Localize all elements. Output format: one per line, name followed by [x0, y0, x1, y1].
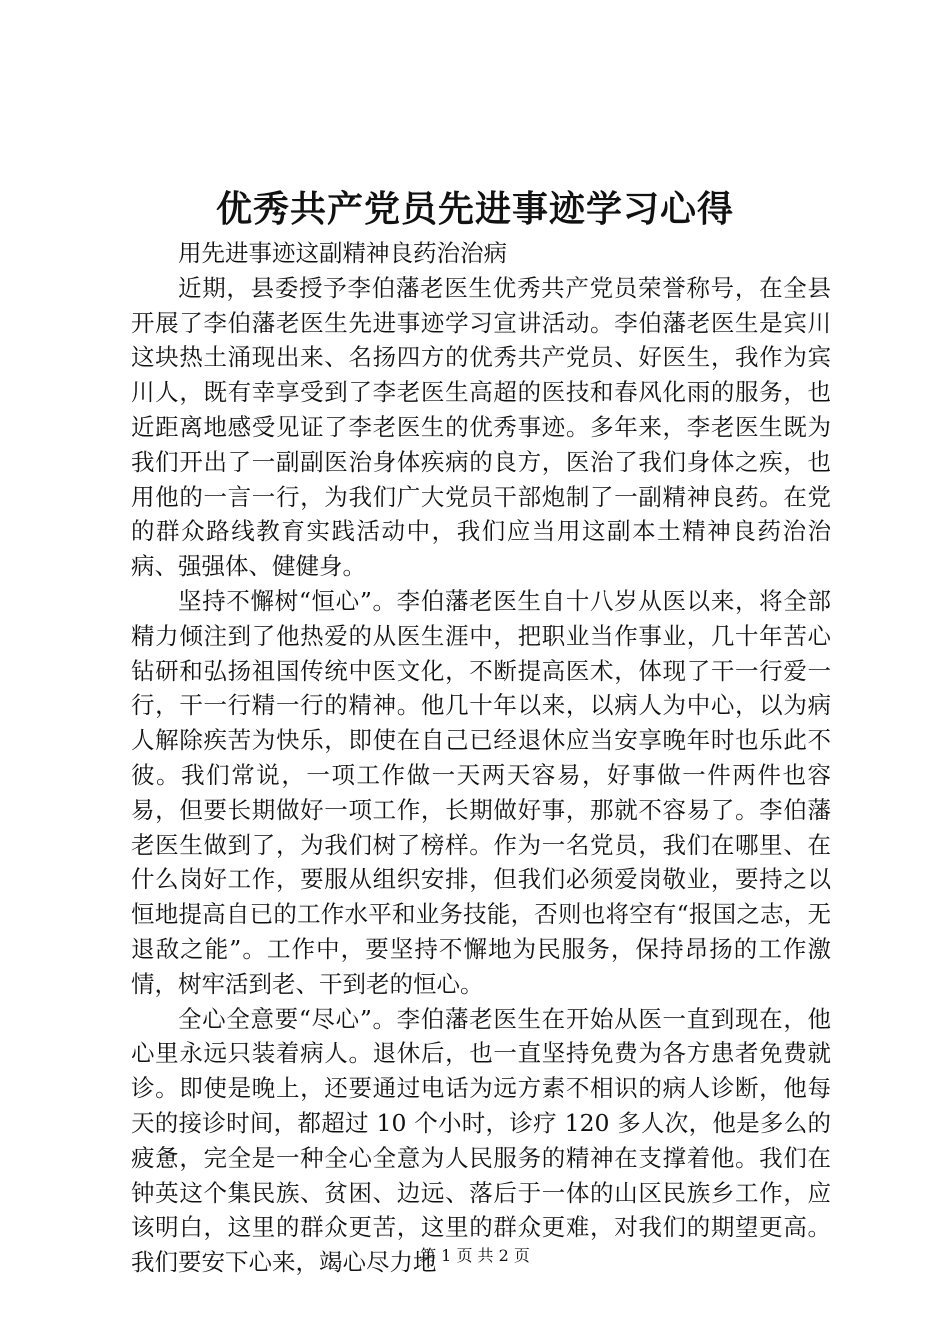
body-paragraph: 近期，县委授予李伯藩老医生优秀共产党员荣誉称号，在全县开展了李伯藩老医生先进事迹学习宣讲活动。李伯藩老医生是宾川这块热土涌现出来、名扬四方的优秀共产党员、好医生，我作为宾川人，既有幸享受到了李老医生高超的医技和春风化雨的服务，也近距离地感受见证了李老医生的优秀事迹。多年来，李老医生既为我们开出了一副副医治身体疾病的良方，医治了我们身体之疾，也用他的一言一行，为我们广大党员干部炮制了一副精神良药。在党的群众路线教育实践活动中，我们应当用这副本土精神良药治治病、强强体、健健身。 — [131, 273, 831, 581]
subtitle-paragraph: 用先进事迹这副精神良药治治病 — [178, 239, 507, 267]
document-body — [131, 236, 831, 1280]
body-paragraph: 全心全意要“尽心”。李伯藩老医生在开始从医一直到现在，他心里永远只装着病人。退休后，也一直坚持免费为各方患者免费就诊。即使是晚上，还要通过电话为远方素不相识的病人诊断，他每天的接诊时间，都超过 10 个小时，诊疗 120 多人次，他是多么的疲惫，完全是一种全心全意为人民服务的精神在支撑着他。我们在钟英这个集民族、贫困、边远、落后于一体的山区民族乡工作，应该明白，这里的群众更苦，这里的群众更难，对我们的期望更高。我们要安下心来，竭心尽力地 — [131, 1004, 831, 1277]
document-title: 优秀共产党员先进事迹学习心得 — [215, 188, 734, 230]
body-paragraph: 坚持不懈树“恒心”。李伯藩老医生自十八岁从医以来，将全部精力倾注到了他热爱的从医生涯中，把职业当作事业，几十年苦心钻研和弘扬祖国传统中医文化，不断提高医术，体现了干一行爱一行，干一行精一行的精神。他几十年以来，以病人为中心，以为病人解除疾苦为快乐，即使在自己已经退休应当安享晚年时也乐此不彼。我们常说，一项工作做一天两天容易，好事做一件两件也容易，但要长期做好一项工作，长期做好事，那就不容易了。李伯藩老医生做到了，为我们树了榜样。作为一名党员，我们在哪里、在什么岗好工作，要服从组织安排，但我们必须爱岗敬业，要持之以恒地提高自已的工作水平和业务技能，否则也将空有“报国之志，无退敌之能”。工作中，要坚持不懈地为民服务，保持昂扬的工作激情，树牢活到老、干到老的恒心。 — [131, 586, 831, 998]
page-footer: 第 1 页 共 2 页 — [420, 1246, 530, 1265]
